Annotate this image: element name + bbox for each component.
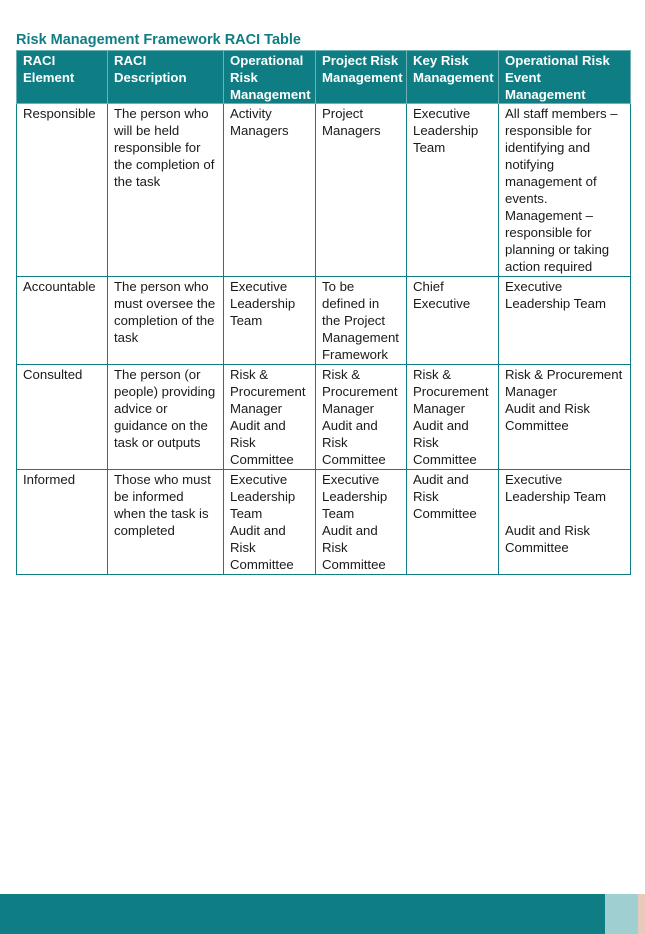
- cell-text: Chief Executive: [413, 279, 471, 311]
- cell-text: Audit and Risk Committee: [505, 523, 594, 555]
- cell-text: Risk & Procurement Manager: [413, 367, 493, 416]
- cell-key-risk: [407, 104, 499, 277]
- cell-text: Executive Leadership Team: [230, 472, 299, 521]
- cell-text: Executive Leadership Team: [505, 472, 606, 504]
- cell-text: Audit and Risk Committee: [230, 523, 294, 572]
- cell-text: Audit and Risk Committee: [322, 523, 386, 572]
- cell-risk-event: [499, 365, 631, 470]
- cell-text: Executive Leadership Team: [413, 106, 482, 155]
- cell-text: To be defined in the Project Management Framework: [322, 279, 403, 362]
- header-project-risk-management: Project Risk Management: [316, 51, 407, 104]
- cell-text: All staff members – responsible for identifying and notifying management of events.: [505, 106, 622, 206]
- cell-text: Risk & Procurement Manager: [505, 367, 626, 399]
- cell-text: Executive Leadership Team: [505, 279, 606, 311]
- cell-text: Audit and Risk Committee: [505, 401, 594, 433]
- table-row: [17, 277, 631, 365]
- footer-light-block: [605, 894, 638, 934]
- cell-project-risk: [316, 277, 407, 365]
- cell-text: Risk & Procurement Manager: [322, 367, 402, 416]
- table-body: [17, 104, 631, 575]
- cell-raci-element: Informed: [17, 470, 108, 575]
- cell-key-risk: [407, 470, 499, 575]
- header-key-risk-management: Key Risk Management: [407, 51, 499, 104]
- footer-band: [0, 894, 605, 934]
- raci-table: [16, 50, 631, 575]
- cell-text: Project Managers: [322, 106, 381, 138]
- footer-accent-block: [638, 894, 645, 934]
- cell-raci-element: Responsible: [17, 104, 108, 277]
- cell-raci-element: Accountable: [17, 277, 108, 365]
- cell-text: Audit and Risk Committee: [413, 472, 477, 521]
- cell-project-risk: [316, 104, 407, 277]
- cell-operational-risk: [224, 277, 316, 365]
- cell-text: Risk & Procurement Manager: [230, 367, 310, 416]
- cell-raci-description: Those who must be informed when the task is completed: [108, 470, 224, 575]
- cell-operational-risk: [224, 365, 316, 470]
- table-row: [17, 104, 631, 277]
- header-raci-element: RACI Element: [17, 51, 108, 104]
- cell-key-risk: [407, 365, 499, 470]
- header-operational-risk-event-management: Operational Risk Event Management: [499, 51, 631, 104]
- table-row: [17, 470, 631, 575]
- cell-spacer: [505, 505, 625, 522]
- cell-operational-risk: [224, 470, 316, 575]
- cell-project-risk: [316, 470, 407, 575]
- page-title: Risk Management Framework RACI Table: [16, 32, 301, 48]
- cell-risk-event: [499, 277, 631, 365]
- cell-raci-element: Consulted: [17, 365, 108, 470]
- cell-key-risk: [407, 277, 499, 365]
- cell-text: Audit and Risk Committee: [322, 418, 386, 467]
- cell-text: Management – responsible for planning or taking action required: [505, 208, 613, 274]
- cell-project-risk: [316, 365, 407, 470]
- cell-text: Audit and Risk Committee: [413, 418, 477, 467]
- cell-text: Executive Leadership Team: [230, 279, 299, 328]
- cell-text: Activity Managers: [230, 106, 289, 138]
- header-raci-description: RACI Description: [108, 51, 224, 104]
- cell-raci-description: The person (or people) providing advice or guidance on the task or outputs: [108, 365, 224, 470]
- cell-risk-event: [499, 470, 631, 575]
- table-row: [17, 365, 631, 470]
- table-header-row: [17, 51, 631, 104]
- cell-raci-description: The person who will be held responsible for the completion of the task: [108, 104, 224, 277]
- cell-operational-risk: [224, 104, 316, 277]
- cell-risk-event: [499, 104, 631, 277]
- cell-text: Executive Leadership Team: [322, 472, 391, 521]
- header-operational-risk-management: Operational Risk Management: [224, 51, 316, 104]
- cell-text: Audit and Risk Committee: [230, 418, 294, 467]
- cell-raci-description: The person who must oversee the completion of the task: [108, 277, 224, 365]
